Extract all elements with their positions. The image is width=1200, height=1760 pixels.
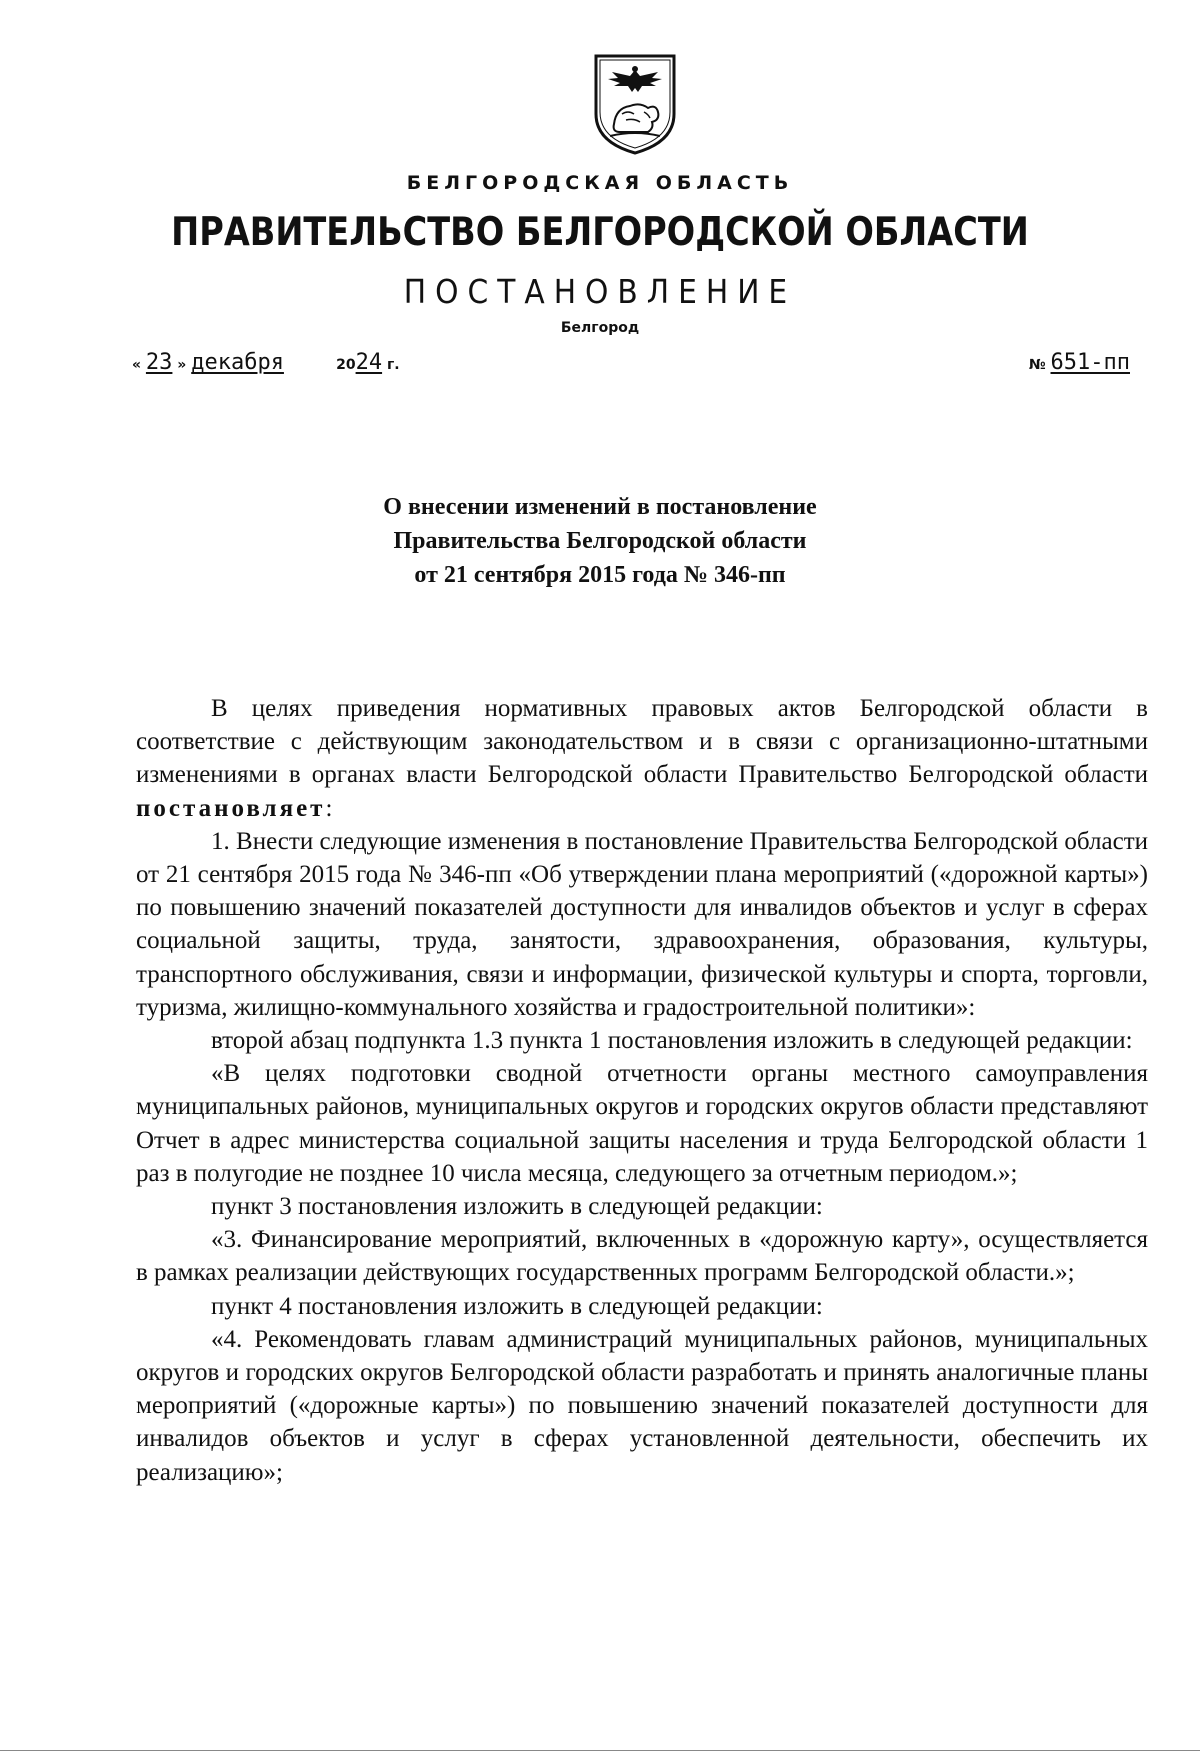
number-label: № (1028, 357, 1046, 373)
document-type: ПОСТАНОВЛЕНИЕ (403, 272, 797, 311)
date-open-quote: « (132, 357, 142, 373)
coat-of-arms-emblem (590, 52, 680, 156)
paragraph-item-1: 1. Внести следующие изменения в постановление Правительства Белгородской области от 21 сентября 2015 года № 346-пп «Об утверждении плана мероприятий («дорожной карты») по повышению значений показателей доступности для инвалидов объектов и услуг в сферах социальной защиты, труда, занятости, здравоохранения, образования, культуры, транспортного обслуживания, связи и информации, физической культуры и спорта, торговли, туризма, жилищно-коммунального хозяйства и градостроительной политики»: (136, 827, 1148, 1021)
paragraph-item-3-intro: пункт 3 постановления изложить в следующей редакции: (211, 1193, 823, 1221)
region-name: БЕЛГОРОДСКАЯ ОБЛАСТЬ (406, 172, 794, 194)
document-title (0, 490, 1200, 592)
city-name: Белгород (560, 320, 640, 336)
page-bottom-rule (0, 1750, 1200, 1751)
preamble-colon: : (325, 794, 333, 822)
document-body (136, 692, 1148, 1489)
paragraph-preamble (136, 692, 1148, 825)
paragraph-quote-1-3: «В целях подготовки сводной отчетности органы местного самоуправления муниципальных районов, муниципальных округов и городских округов области представляют Отчет в адрес министерства социальной защиты населения и труда Белгородской области 1 раз в полугодие не позднее 10 числа месяца, следующего за отчетным периодом.»; (136, 1060, 1148, 1187)
title-line-2: Правительства Белгородской области (393, 528, 807, 554)
number-value: 651-пп (1050, 350, 1130, 375)
date-year-suffix: 24 (355, 350, 383, 375)
date-year-abbr: г. (386, 357, 400, 373)
date-month: декабря (191, 350, 284, 375)
paragraph-quote-4: «4. Рекомендовать главам администраций муниципальных районов, муниципальных округов и городских округов Белгородской области разработать и принять аналогичные планы мероприятий («дорожные карты») по повышению значений показателей доступности для инвалидов объектов и услуг в сферах установленной деятельности, обеспечить их реализацию»; (136, 1325, 1148, 1486)
document-number (1029, 350, 1130, 375)
title-line-3: от 21 сентября 2015 года № 346-пп (414, 562, 786, 588)
paragraph-item-4-intro: пункт 4 постановления изложить в следующей редакции: (211, 1292, 823, 1320)
date-day: 23 (145, 350, 173, 375)
preamble-text: В целях приведения нормативных правовых актов Белгородской области в соответствие с действующим законодательством и в связи с организационно-штатными изменениями в органах власти Белгородской области Правительство Белгородской области (136, 695, 1148, 789)
paragraph-subitem-1-3: второй абзац подпункта 1.3 пункта 1 постановления изложить в следующей редакции: (211, 1027, 1133, 1055)
preamble-resolves: постановляет (136, 794, 326, 822)
date-close-quote: » (177, 357, 187, 373)
title-line-1: О внесении изменений в постановление (383, 494, 817, 520)
government-name: ПРАВИТЕЛЬСТВО БЕЛГОРОДСКОЙ ОБЛАСТИ (171, 210, 1029, 255)
date-year-prefix: 20 (336, 357, 356, 373)
date-line (132, 350, 400, 375)
paragraph-quote-3: «3. Финансирование мероприятий, включенных в «дорожную карту», осуществляется в рамках реализации действующих государственных программ Белгородской области.»; (136, 1226, 1148, 1287)
